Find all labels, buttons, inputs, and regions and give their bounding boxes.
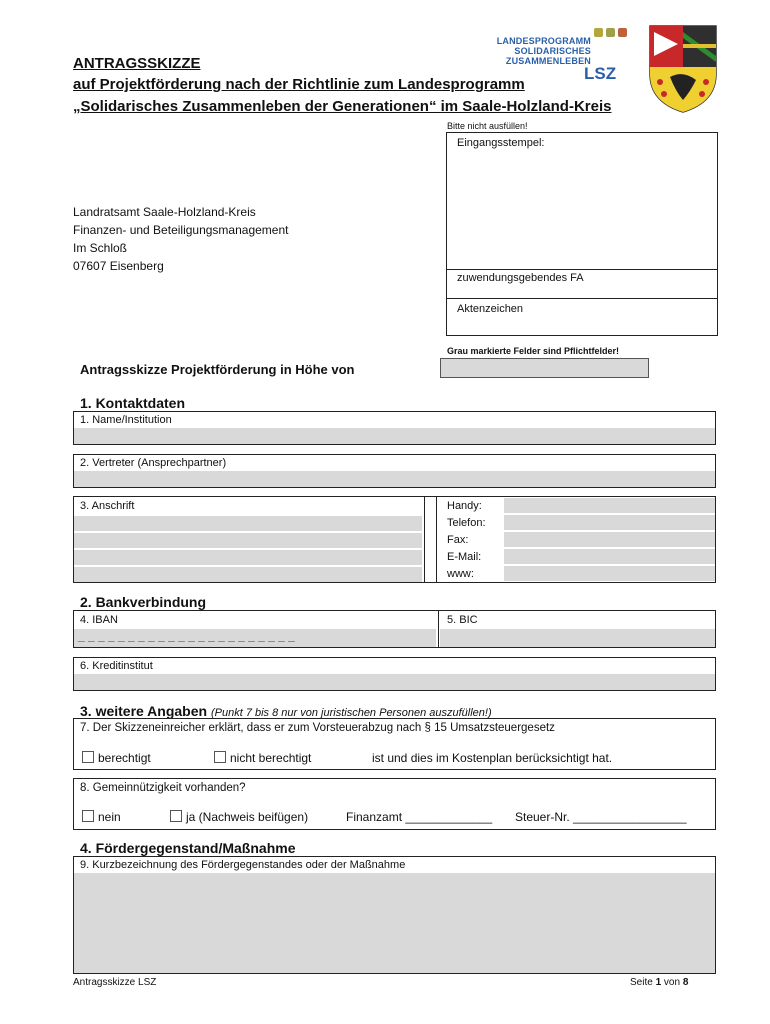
fax-label: Fax: — [447, 534, 469, 546]
name-input[interactable] — [74, 428, 715, 444]
office-use-box — [446, 132, 718, 336]
file-number-label: Aktenzeichen — [457, 303, 524, 315]
stamp-label: Eingangsstempel: — [457, 137, 545, 149]
q7-option-berechtigt[interactable] — [82, 751, 151, 765]
handy-label: Handy: — [447, 500, 482, 512]
divider — [447, 269, 717, 270]
name-box — [73, 411, 716, 445]
address-line-1: Landratsamt Saale-Holzland-Kreis — [73, 205, 256, 219]
divider — [438, 611, 439, 647]
footer-doc-name: Antragsskizze LSZ — [73, 977, 157, 988]
checkbox-icon[interactable] — [214, 751, 226, 763]
office-note: Bitte nicht ausfüllen! — [447, 121, 528, 131]
fax-input[interactable] — [504, 532, 715, 547]
fa-label: zuwendungsgebendes FA — [457, 272, 584, 284]
q8-opt1-label: nein — [98, 810, 121, 824]
section-4-heading: 4. Fördergegenstand/Maßnahme — [80, 840, 296, 856]
address-input-1[interactable] — [74, 516, 422, 531]
q9-box — [73, 856, 716, 974]
checkbox-icon[interactable] — [170, 810, 182, 822]
q7-opt1-label: berechtigt — [98, 751, 151, 765]
finanzamt-blank[interactable]: _____________ — [405, 810, 493, 824]
required-note: Grau markierte Felder sind Pflichtfelder! — [447, 346, 620, 356]
address-line-3: Im Schloß — [73, 241, 128, 255]
representative-box — [73, 454, 716, 488]
amount-field[interactable] — [440, 358, 649, 378]
page-total: 8 — [682, 977, 689, 988]
address-line-2: Finanzen- und Beteiligungsmanagement — [73, 223, 289, 237]
telefon-label: Telefon: — [447, 517, 486, 529]
form-subtitle-line1: auf Projektförderung nach der Richtlinie zum Landesprogramm — [73, 76, 525, 93]
steuer-nr-blank[interactable]: _________________ — [573, 810, 687, 824]
q8-label: 8. Gemeinnützigkeit vorhanden? — [80, 782, 246, 794]
name-label: 1. Name/Institution — [80, 414, 172, 426]
steuer-nr-label: Steuer-Nr. — [515, 810, 570, 824]
representative-label: 2. Vertreter (Ansprechpartner) — [80, 457, 227, 469]
bic-input[interactable] — [440, 629, 715, 647]
finanzamt-field[interactable] — [346, 810, 492, 824]
checkbox-icon[interactable] — [82, 810, 94, 822]
q7-option-nicht-berechtigt[interactable] — [214, 751, 311, 765]
handy-input[interactable] — [504, 498, 715, 513]
q9-textarea[interactable] — [74, 873, 715, 973]
www-input[interactable] — [504, 566, 715, 581]
q8-option-nein[interactable] — [82, 810, 121, 824]
iban-mask: _ _ _ _ _ _ _ _ _ _ _ _ _ _ _ _ _ _ _ _ _ _ — [78, 629, 295, 643]
page-number — [630, 977, 688, 988]
bic-label: 5. BIC — [447, 614, 478, 626]
iban-input[interactable] — [74, 629, 436, 647]
logo-text-1: LANDESPROGRAMM — [496, 36, 591, 46]
logo-text-2: SOLIDARISCHES — [514, 46, 591, 56]
representative-input[interactable] — [74, 471, 715, 487]
divider — [436, 497, 437, 582]
divider — [447, 298, 717, 299]
address-label: 3. Anschrift — [80, 500, 135, 512]
steuer-nr-field[interactable] — [515, 810, 687, 824]
q9-label: 9. Kurzbezeichnung des Fördergegenstandes oder der Maßnahme — [80, 859, 406, 871]
divider — [424, 497, 425, 582]
section-3-note: (Punkt 7 bis 8 nur von juristischen Personen auszufüllen!) — [210, 707, 492, 719]
page-prefix: Seite — [630, 977, 653, 988]
section-2-heading: 2. Bankverbindung — [80, 594, 207, 610]
lsz-logo — [496, 28, 635, 84]
www-label: www: — [447, 568, 474, 580]
bank-name-label: 6. Kreditinstitut — [80, 660, 153, 672]
page-current: 1 — [655, 977, 662, 988]
checkbox-icon[interactable] — [82, 751, 94, 763]
q8-opt2-label: ja (Nachweis beifügen) — [186, 810, 309, 824]
email-input[interactable] — [504, 549, 715, 564]
logo-square-icon — [618, 28, 627, 37]
logo-abbrev: LSZ — [584, 64, 617, 83]
bank-name-input[interactable] — [74, 674, 715, 690]
logo-text-3: ZUSAMMENLEBEN — [505, 56, 591, 66]
email-label: E-Mail: — [447, 551, 482, 563]
section-3-heading — [80, 703, 492, 719]
form-title: ANTRAGSSKIZZE — [73, 55, 201, 72]
section-1-heading: 1. Kontaktdaten — [80, 395, 186, 411]
finanzamt-label: Finanzamt — [346, 810, 403, 824]
bank-name-box — [73, 657, 716, 691]
amount-label: Antragsskizze Projektförderung in Höhe von — [80, 362, 355, 377]
logo-square-icon — [606, 28, 615, 37]
q8-option-ja[interactable] — [170, 810, 308, 824]
address-input-4[interactable] — [74, 567, 422, 582]
telefon-input[interactable] — [504, 515, 715, 530]
section-3-title: 3. weitere Angaben — [80, 703, 208, 719]
address-line-4: 07607 Eisenberg — [73, 259, 164, 273]
page-sep: von — [663, 977, 681, 988]
logo-square-icon — [594, 28, 603, 37]
bank-box — [73, 610, 716, 648]
q8-box — [73, 778, 716, 830]
address-input-3[interactable] — [74, 550, 422, 565]
iban-label: 4. IBAN — [80, 614, 118, 626]
q7-opt2-label: nicht berechtigt — [230, 751, 312, 765]
q7-box — [73, 718, 716, 770]
coat-of-arms-icon — [648, 22, 718, 114]
q7-tail: ist und dies im Kostenplan berücksichtigt hat. — [372, 751, 613, 765]
form-subtitle-line2: „Solidarisches Zusammenleben der Generationen“ im Saale-Holzland-Kreis — [73, 98, 612, 115]
address-input-2[interactable] — [74, 533, 422, 548]
recipient-address — [73, 203, 288, 275]
q7-label: 7. Der Skizzeneinreicher erklärt, dass er zum Vorsteuerabzug nach § 15 Umsatzsteuergesetz — [80, 722, 555, 734]
contact-box — [73, 496, 716, 583]
